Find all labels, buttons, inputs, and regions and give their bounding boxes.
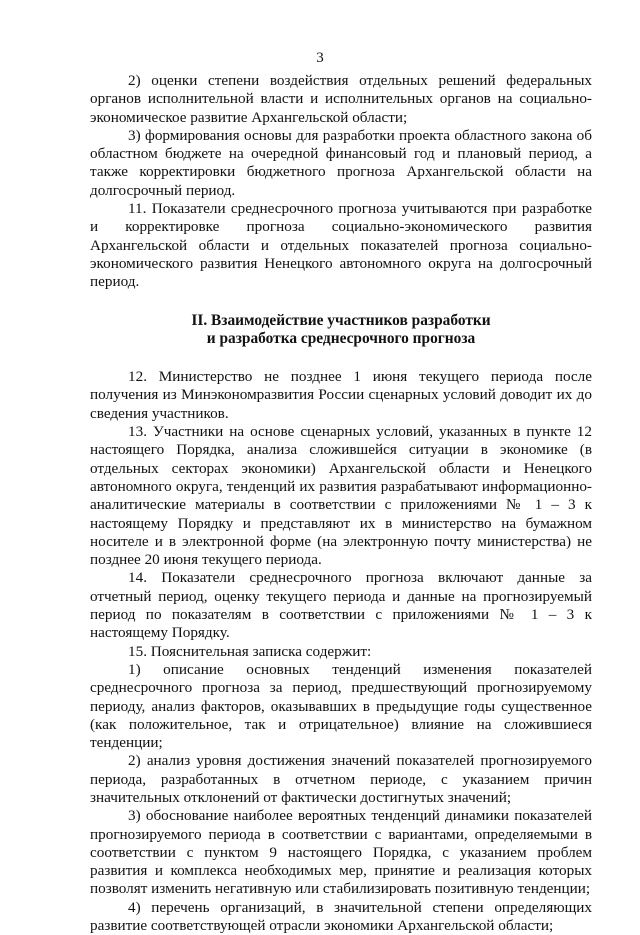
paragraph: 15. Пояснительная записка содержит: xyxy=(128,642,372,660)
paragraph: 14. Показатели среднесрочного прогноза включают данные за отчетный период, оценку текущего периода и данные на прогнозируемый период по показателям в соответствии с приложениями № 1 – 3 к настоящему Порядку. xyxy=(90,569,592,642)
paragraph: 2) анализ уровня достижения значений показателей прогнозируемого периода, разработанных в отчетном периоде, с указанием причин значительных отклонений от фактически достигнутых значений; xyxy=(90,752,592,806)
section-heading xyxy=(90,312,592,349)
document-body xyxy=(90,72,592,935)
paragraph: 11. Показатели среднесрочного прогноза учитываются при разработке и корректировке прогноза социально-экономического развития Архангельской области и отдельных показателей прогноза социально-экономического развития Ненецкого автономного округа на долгосрочный период. xyxy=(90,200,592,291)
paragraph: 12. Министерство не позднее 1 июня текущего периода после получения из Минэкономразвития России сценарных условий доводит их до сведения участников. xyxy=(90,368,592,422)
section-heading-line-1: II. Взаимодействие участников разработки xyxy=(191,311,491,329)
paragraph: 4) перечень организаций, в значительной степени определяющих развитие соответствующей отрасли экономики Архангельской области; xyxy=(90,898,592,935)
paragraph: 3) формирования основы для разработки проекта областного закона об областном бюджете на очередной финансовый год и плановый период, а также корректировки бюджетного прогноза Архангельской области на долгосрочный период. xyxy=(90,126,592,199)
paragraph: 3) обоснование наиболее вероятных тенденций динамики показателей прогнозируемого периода в соответствии с вариантами, определяемыми в соответствии с пунктом 9 настоящего Порядка, с указанием проблем развития и комплекса необходимых мер, принятие и реализация которых позволят изменить негативную или стабилизировать позитивную тенденции; xyxy=(90,807,592,898)
paragraph: 13. Участники на основе сценарных условий, указанных в пункте 12 настоящего Порядка, анализа сложившейся ситуации в экономике (в отдельных секторах экономики) Архангельской области и Ненецкого автономного округа, тенденций их развития разрабатывают информационно-аналитические материалы в соответствии с приложениями № 1 – 3 к настоящему Порядку и представляют их в министерство на бумажном носителе и в электронной форме (на электронную почту министерства) не позднее 20 июня текущего периода. xyxy=(90,423,592,569)
section-heading-line-2: и разработка среднесрочного прогноза xyxy=(206,329,476,347)
paragraph: 2) оценки степени воздействия отдельных решений федеральных органов исполнительной власти и исполнительных органов на социально-экономическое развитие Архангельской области; xyxy=(90,72,592,126)
page-number: 3 xyxy=(316,50,324,66)
paragraph: 1) описание основных тенденций изменения показателей среднесрочного прогноза за период, предшествующий прогнозируемому периоду, анализ факторов, оказывавших в предыдущие годы существенное (как положительное, так и отрицательное) влияние на сложившиеся тенденции; xyxy=(90,660,592,752)
